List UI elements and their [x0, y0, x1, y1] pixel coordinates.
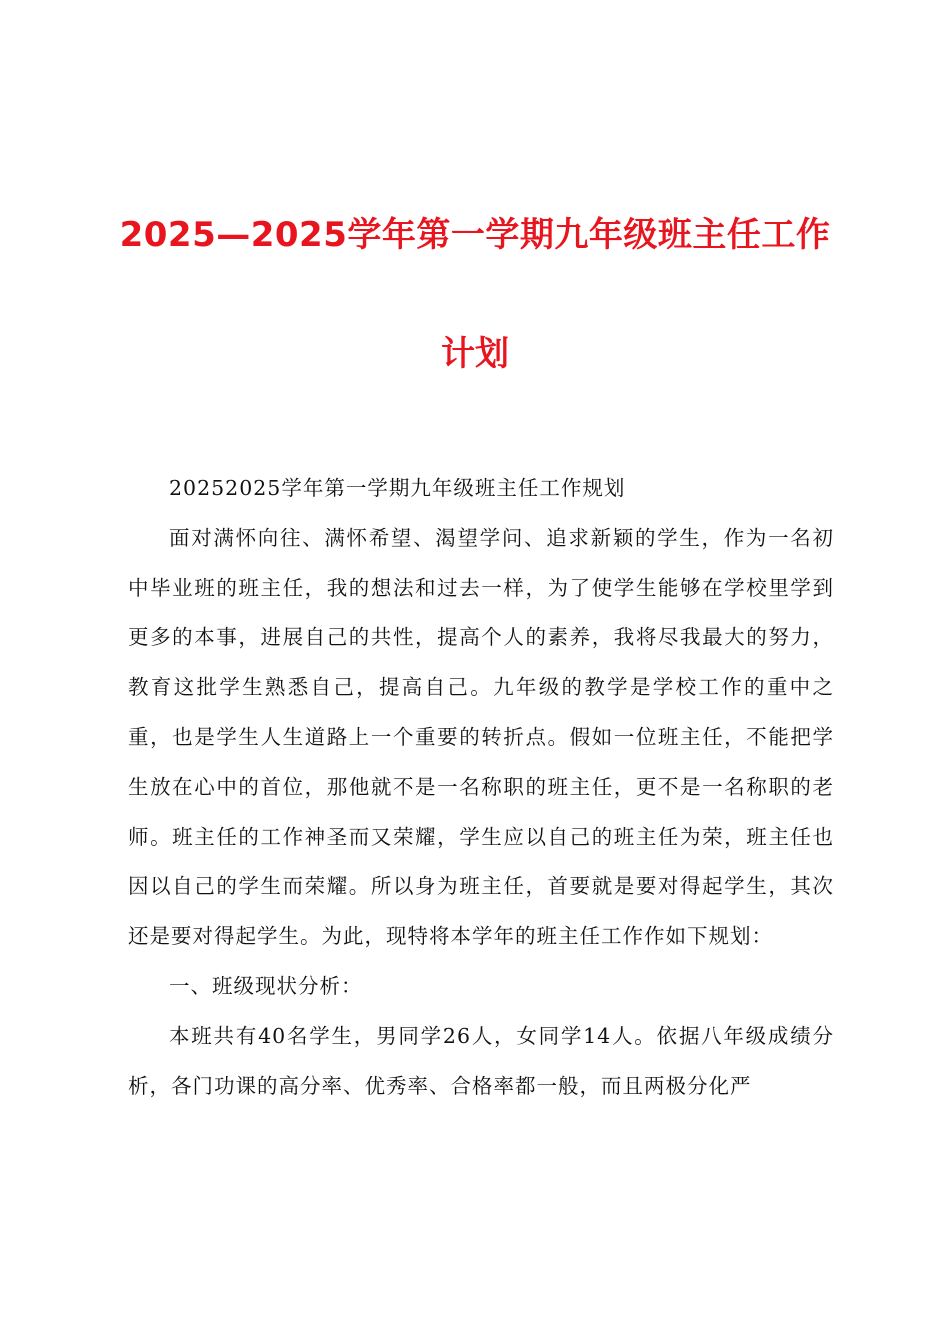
section-heading-class-analysis: 一、班级现状分析：: [169, 973, 363, 998]
document-body: [128, 464, 834, 1111]
document-title-line-1: 2025—2025学年第一学期九年级班主任工作: [119, 215, 831, 255]
paragraph-class-analysis: 本班共有40名学生，男同学26人，女同学14人。依据八年级成绩分析，各门功课的高分率、优秀率、合格率都一般，而且两极分化严: [128, 1023, 834, 1098]
paragraph-intro: 面对满怀向往、满怀希望、渴望学问、追求新颖的学生，作为一名初中毕业班的班主任，我的想法和过去一样，为了使学生能够在学校里学到更多的本事，进展自己的共性，提高个人的素养，我将尽我最大的努力，教育这批学生熟悉自己，提高自己。九年级的教学是学校工作的重中之重，也是学生人生道路上一个重要的转折点。假如一位班主任，不能把学生放在心中的首位，那他就不是一名称职的班主任，更不是一名称职的老师。班主任的工作神圣而又荣耀，学生应以自己的班主任为荣，班主任也因以自己的学生而荣耀。所以身为班主任，首要就是要对得起学生，其次还是要对得起学生。为此，现特将本学年的班主任工作作如下规划：: [128, 525, 834, 949]
document-subtitle: 20252025学年第一学期九年级班主任工作规划: [169, 476, 626, 500]
document-title-line-2: 计划: [441, 334, 509, 374]
